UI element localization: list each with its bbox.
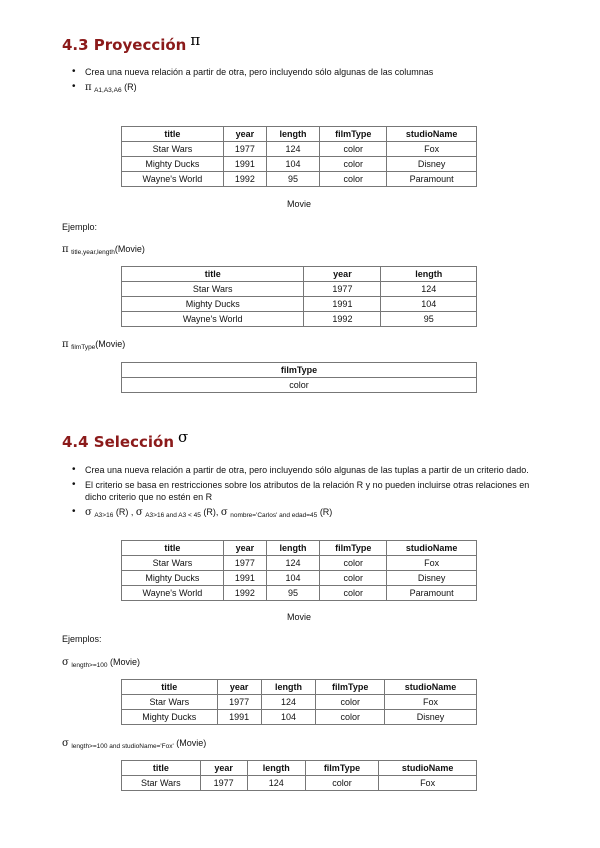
selection-subscript: A3>16 xyxy=(94,512,114,519)
selection-result-table xyxy=(121,760,477,791)
table-row xyxy=(122,297,477,312)
table-cell: Fox xyxy=(387,142,477,157)
expression-arg: (Movie) xyxy=(110,657,141,667)
table-cell: 1991 xyxy=(217,710,261,725)
table-cell: color xyxy=(320,556,387,571)
table-caption: Movie xyxy=(287,199,312,209)
pi-symbol: π xyxy=(85,82,92,93)
table-row xyxy=(122,571,477,586)
table-cell: 1991 xyxy=(304,297,381,312)
table-cell: 95 xyxy=(266,172,319,187)
table-cell: 104 xyxy=(266,157,319,172)
table-cell: 124 xyxy=(266,556,319,571)
table-row xyxy=(122,142,477,157)
selection-expression xyxy=(62,657,140,668)
table-cell: Disney xyxy=(387,571,477,586)
sigma-symbol: σ xyxy=(62,738,69,749)
section-4-3-bullets xyxy=(70,66,550,98)
column-header: filmType xyxy=(316,680,385,695)
column-header: filmType xyxy=(320,541,387,556)
projection-result-table xyxy=(121,266,477,327)
column-header: filmType xyxy=(320,127,387,142)
table-cell: Star Wars xyxy=(122,776,201,791)
column-header: length xyxy=(266,541,319,556)
column-header: title xyxy=(122,267,304,282)
table-cell: Star Wars xyxy=(122,142,224,157)
table-cell: 1992 xyxy=(223,172,266,187)
selection-subscript: A3>16 and A3 < 45 xyxy=(145,512,201,519)
column-header: year xyxy=(223,541,266,556)
table-cell: color xyxy=(320,586,387,601)
sigma-symbol: σ xyxy=(135,507,143,518)
column-header: title xyxy=(122,127,224,142)
section-4-3-title: 4.3 Proyección xyxy=(62,36,187,54)
column-header: year xyxy=(223,127,266,142)
table-cell: 1992 xyxy=(223,586,266,601)
table-cell: Fox xyxy=(379,776,477,791)
table-row xyxy=(122,695,477,710)
pi-symbol: π xyxy=(190,31,201,49)
sigma-symbol: σ xyxy=(220,507,228,518)
projection-arg: (R) xyxy=(124,82,137,92)
table-cell: Mighty Ducks xyxy=(122,297,304,312)
table-cell: color xyxy=(320,157,387,172)
column-header: filmType xyxy=(305,761,378,776)
table-cell: Mighty Ducks xyxy=(122,571,224,586)
table-cell: 124 xyxy=(247,776,305,791)
column-header: studioName xyxy=(385,680,477,695)
table-caption: Movie xyxy=(287,612,312,622)
table-cell: Star Wars xyxy=(122,695,218,710)
example-label: Ejemplo: xyxy=(62,222,98,232)
table-cell: 124 xyxy=(261,695,316,710)
table-cell: 1977 xyxy=(217,695,261,710)
table-cell: Mighty Ducks xyxy=(122,710,218,725)
column-header: studioName xyxy=(379,761,477,776)
section-4-4-heading xyxy=(62,428,189,451)
column-header: title xyxy=(122,680,218,695)
table-cell: 124 xyxy=(381,282,477,297)
table-cell: Paramount xyxy=(387,172,477,187)
bullet-item: • El criterio se basa en restricciones sobre los atributos de la relación R y no pueden incluirse otras relaciones en dicho criterio que no estén en R xyxy=(70,479,545,503)
selection-expression xyxy=(62,738,206,749)
pi-symbol: π xyxy=(62,244,69,255)
table-cell: Star Wars xyxy=(122,556,224,571)
table-cell: Fox xyxy=(387,556,477,571)
table-cell: color xyxy=(320,142,387,157)
table-header-row xyxy=(122,363,477,378)
table-row xyxy=(122,172,477,187)
selection-subscript: nombre='Carlos' and edad=45 xyxy=(230,512,318,519)
selection-arg: (R) , xyxy=(115,507,134,517)
expression-subscript: length>=100 and studioName='Fox' xyxy=(71,743,174,750)
column-header: title xyxy=(122,761,201,776)
sigma-symbol: σ xyxy=(85,507,92,518)
expression-subscript: length>=100 xyxy=(71,662,108,669)
table-cell: 124 xyxy=(266,142,319,157)
expression-subscript: title,year,length xyxy=(71,249,115,256)
table-cell: 1991 xyxy=(223,571,266,586)
table-cell: 1992 xyxy=(304,312,381,327)
column-header: length xyxy=(381,267,477,282)
table-cell: 1977 xyxy=(223,142,266,157)
column-header: length xyxy=(266,127,319,142)
table-cell: Wayne's World xyxy=(122,312,304,327)
column-header: title xyxy=(122,541,224,556)
movie-table xyxy=(121,540,477,601)
table-row xyxy=(122,586,477,601)
sigma-symbol: σ xyxy=(62,657,69,668)
table-cell: color xyxy=(316,695,385,710)
bullet-item: • Crea una nueva relación a partir de otra, pero incluyendo sólo algunas de las columnas xyxy=(70,66,550,78)
section-4-4-bullets xyxy=(70,464,545,523)
table-row xyxy=(122,282,477,297)
sigma-symbol: σ xyxy=(178,428,189,446)
column-header: year xyxy=(304,267,381,282)
table-row xyxy=(122,776,477,791)
projection-expression xyxy=(62,339,125,350)
table-row xyxy=(122,312,477,327)
column-header: studioName xyxy=(387,541,477,556)
table-cell: 1977 xyxy=(223,556,266,571)
bullet-item: • Crea una nueva relación a partir de otra, pero incluyendo sólo algunas de las tuplas a partir de un criterio dado. xyxy=(70,464,545,476)
column-header: year xyxy=(217,680,261,695)
table-header-row xyxy=(122,761,477,776)
table-cell: Wayne's World xyxy=(122,172,224,187)
expression-arg: (Movie) xyxy=(95,339,126,349)
expression-arg: (Movie) xyxy=(114,244,145,254)
table-cell: color xyxy=(305,776,378,791)
table-cell: 104 xyxy=(266,571,319,586)
expression-arg: (Movie) xyxy=(176,738,207,748)
table-cell: Wayne's World xyxy=(122,586,224,601)
bullet-item xyxy=(70,506,545,520)
section-4-4-title: 4.4 Selección xyxy=(62,433,174,451)
table-cell: color xyxy=(122,378,477,393)
table-cell: Paramount xyxy=(387,586,477,601)
table-row xyxy=(122,710,477,725)
table-header-row xyxy=(122,541,477,556)
column-header: year xyxy=(200,761,247,776)
column-header: length xyxy=(261,680,316,695)
table-header-row xyxy=(122,127,477,142)
table-cell: 104 xyxy=(261,710,316,725)
table-cell: Star Wars xyxy=(122,282,304,297)
section-4-3-heading xyxy=(62,31,201,54)
column-header: studioName xyxy=(387,127,477,142)
column-header: length xyxy=(247,761,305,776)
table-cell: color xyxy=(320,571,387,586)
table-cell: 1991 xyxy=(223,157,266,172)
selection-result-table xyxy=(121,679,477,725)
table-cell: Disney xyxy=(385,710,477,725)
projection-result-table xyxy=(121,362,477,393)
table-cell: color xyxy=(316,710,385,725)
selection-arg: (R) xyxy=(319,507,333,517)
table-cell: 95 xyxy=(381,312,477,327)
table-cell: 95 xyxy=(266,586,319,601)
bullet-item xyxy=(70,81,550,95)
table-cell: Disney xyxy=(387,157,477,172)
examples-label: Ejemplos: xyxy=(62,634,102,644)
table-header-row xyxy=(122,680,477,695)
table-row xyxy=(122,378,477,393)
movie-table xyxy=(121,126,477,187)
pi-symbol: π xyxy=(62,339,69,350)
table-cell: 1977 xyxy=(304,282,381,297)
projection-expression xyxy=(62,244,145,255)
table-row xyxy=(122,157,477,172)
table-header-row xyxy=(122,267,477,282)
projection-subscript: A1,A3,A6 xyxy=(94,87,122,94)
table-row xyxy=(122,556,477,571)
table-cell: Fox xyxy=(385,695,477,710)
table-cell: 104 xyxy=(381,297,477,312)
table-cell: 1977 xyxy=(200,776,247,791)
table-cell: Mighty Ducks xyxy=(122,157,224,172)
selection-arg: (R), xyxy=(203,507,219,517)
expression-subscript: filmType xyxy=(71,344,96,351)
table-cell: color xyxy=(320,172,387,187)
column-header: filmType xyxy=(122,363,477,378)
